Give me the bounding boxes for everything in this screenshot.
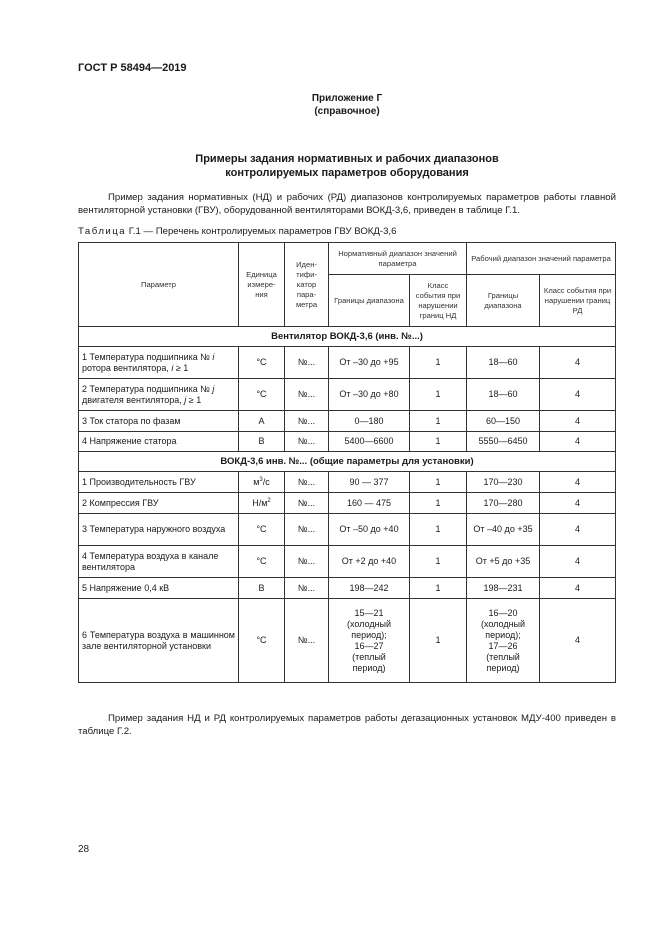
- nd-bounds-cell: От –30 до +95: [329, 347, 410, 379]
- nd-class-cell: 1: [410, 578, 467, 599]
- rd-bounds-cell: От +5 до +35: [467, 546, 540, 578]
- section-row: [79, 452, 616, 472]
- nd-class-cell: 1: [410, 514, 467, 546]
- nd-bounds-cell: 90 — 377: [329, 472, 410, 493]
- rd-bounds-cell: 170—280: [467, 493, 540, 514]
- table-row: [79, 411, 616, 432]
- rd-class-cell: 4: [540, 472, 616, 493]
- unit-cell: °С: [239, 347, 285, 379]
- header-nd-class: Класс события при нарушении границ НД: [410, 275, 467, 327]
- closing-paragraph: [78, 712, 616, 738]
- ident-cell: №...: [285, 411, 329, 432]
- page-number: 28: [78, 844, 90, 855]
- rd-class-cell: 4: [540, 514, 616, 546]
- standard-code: ГОСТ Р 58494—2019: [78, 62, 187, 74]
- section-title: Вентилятор ВОКД-3,6 (инв. №...): [79, 327, 616, 347]
- ident-cell: №...: [285, 493, 329, 514]
- rd-class-cell: 4: [540, 347, 616, 379]
- param-cell: 4 Напряжение статора: [79, 432, 239, 452]
- header-rd-bounds: Границы диапазона: [467, 275, 540, 327]
- nd-bounds-cell: От +2 до +40: [329, 546, 410, 578]
- table-row: [79, 599, 616, 683]
- table-row: [79, 578, 616, 599]
- appendix-kind: (справочное): [314, 106, 380, 117]
- nd-bounds-cell: 160 — 475: [329, 493, 410, 514]
- nd-bounds-cell: От –50 до +40: [329, 514, 410, 546]
- rd-class-cell: 4: [540, 379, 616, 411]
- nd-class-cell: 1: [410, 599, 467, 683]
- param-cell: 4 Температура воздуха в канале вентилятора: [79, 546, 239, 578]
- param-cell: 1 Производительность ГВУ: [79, 472, 239, 493]
- rd-class-cell: 4: [540, 493, 616, 514]
- appendix-name: Приложение Г: [311, 93, 383, 104]
- table-row: [79, 514, 616, 546]
- parameters-table: [78, 242, 616, 683]
- unit-cell: °С: [239, 599, 285, 683]
- unit-cell: В: [239, 432, 285, 452]
- nd-class-cell: 1: [410, 493, 467, 514]
- unit-cell: $м^3/с$: [239, 472, 285, 493]
- nd-class-cell: 1: [410, 546, 467, 578]
- ident-cell: №...: [285, 599, 329, 683]
- nd-bounds-cell: 0—180: [329, 411, 410, 432]
- ident-cell: №...: [285, 578, 329, 599]
- section-row: [79, 327, 616, 347]
- header-unit: Единица измере-ния: [239, 243, 285, 327]
- param-cell: 3 Ток статора по фазам: [79, 411, 239, 432]
- param-cell: 3 Температура наружного воздуха: [79, 514, 239, 546]
- appendix-heading: [78, 92, 616, 118]
- table-caption-prefix: Таблица: [78, 226, 127, 237]
- nd-class-cell: 1: [410, 411, 467, 432]
- appendix-title: [78, 152, 616, 180]
- nd-class-cell: 1: [410, 432, 467, 452]
- rd-bounds-cell: От –40 до +35: [467, 514, 540, 546]
- header-rd: Рабочий диапазон значений параметра: [467, 243, 616, 275]
- header-nd-bounds: Границы диапазона: [329, 275, 410, 327]
- unit-cell: °С: [239, 546, 285, 578]
- table-row: [79, 546, 616, 578]
- intro-paragraph: [78, 191, 616, 217]
- param-cell: 2 Температура подшипника № j двигателя вентилятора, j ≥ 1: [79, 379, 239, 411]
- nd-class-cell: 1: [410, 472, 467, 493]
- unit-cell: $Н/м^2$: [239, 493, 285, 514]
- table-row: [79, 347, 616, 379]
- param-cell: 1 Температура подшипника № i ротора вентилятора, i ≥ 1: [79, 347, 239, 379]
- param-cell: 2 Компрессия ГВУ: [79, 493, 239, 514]
- table-row: [79, 493, 616, 514]
- table-caption-text: Г.1 — Перечень контролируемых параметров ГВУ ВОКД-3,6: [126, 226, 397, 237]
- rd-class-cell: 4: [540, 578, 616, 599]
- table-row: [79, 379, 616, 411]
- header-rd-class: Класс события при нарушении границ РД: [540, 275, 616, 327]
- rd-bounds-cell: 18—60: [467, 347, 540, 379]
- ident-cell: №...: [285, 379, 329, 411]
- section-title: ВОКД-3,6 инв. №... (общие параметры для установки): [79, 452, 616, 472]
- intro-text: Пример задания нормативных (НД) и рабочих (РД) диапазонов контролируемых параметров работы главной вентиляторной установки (ГВУ), оборудованной вентиляторами ВОКД-3,6, приведен в таблице Г.1.: [78, 192, 616, 216]
- nd-class-cell: 1: [410, 347, 467, 379]
- rd-bounds-cell: 5550—6450: [467, 432, 540, 452]
- rd-bounds-cell: 170—230: [467, 472, 540, 493]
- ident-cell: №...: [285, 347, 329, 379]
- param-cell: 5 Напряжение 0,4 кВ: [79, 578, 239, 599]
- unit-cell: °С: [239, 514, 285, 546]
- table-row: [79, 432, 616, 452]
- nd-class-cell: 1: [410, 379, 467, 411]
- header-ident: Иден-тифи-катор пара-метра: [285, 243, 329, 327]
- unit-cell: В: [239, 578, 285, 599]
- title-line-2: контролируемых параметров оборудования: [225, 167, 469, 179]
- ident-cell: №...: [285, 472, 329, 493]
- unit-cell: °С: [239, 379, 285, 411]
- nd-bounds-cell: 15—21 (холодный период); 16—27 (теплый период): [329, 599, 410, 683]
- rd-class-cell: 4: [540, 546, 616, 578]
- table-row: [79, 472, 616, 493]
- header-param: Параметр: [79, 243, 239, 327]
- rd-bounds-cell: 198—231: [467, 578, 540, 599]
- nd-bounds-cell: 5400—6600: [329, 432, 410, 452]
- rd-class-cell: 4: [540, 599, 616, 683]
- title-line-1: Примеры задания нормативных и рабочих диапазонов: [195, 153, 499, 165]
- unit-cell: А: [239, 411, 285, 432]
- header-nd: Нормативный диапазон значений параметра: [329, 243, 467, 275]
- nd-bounds-cell: От –30 до +80: [329, 379, 410, 411]
- rd-bounds-cell: 16—20 (холодный период); 17—26 (теплый период): [467, 599, 540, 683]
- ident-cell: №...: [285, 546, 329, 578]
- nd-bounds-cell: 198—242: [329, 578, 410, 599]
- rd-class-cell: 4: [540, 432, 616, 452]
- closing-text: Пример задания НД и РД контролируемых параметров работы дегазационных установок МДУ-400 приведен в таблице Г.2.: [78, 713, 616, 737]
- param-cell: 6 Температура воздуха в машинном зале вентиляторной установки: [79, 599, 239, 683]
- rd-bounds-cell: 18—60: [467, 379, 540, 411]
- rd-bounds-cell: 60—150: [467, 411, 540, 432]
- rd-class-cell: 4: [540, 411, 616, 432]
- ident-cell: №...: [285, 432, 329, 452]
- table-caption: [78, 226, 396, 237]
- ident-cell: №...: [285, 514, 329, 546]
